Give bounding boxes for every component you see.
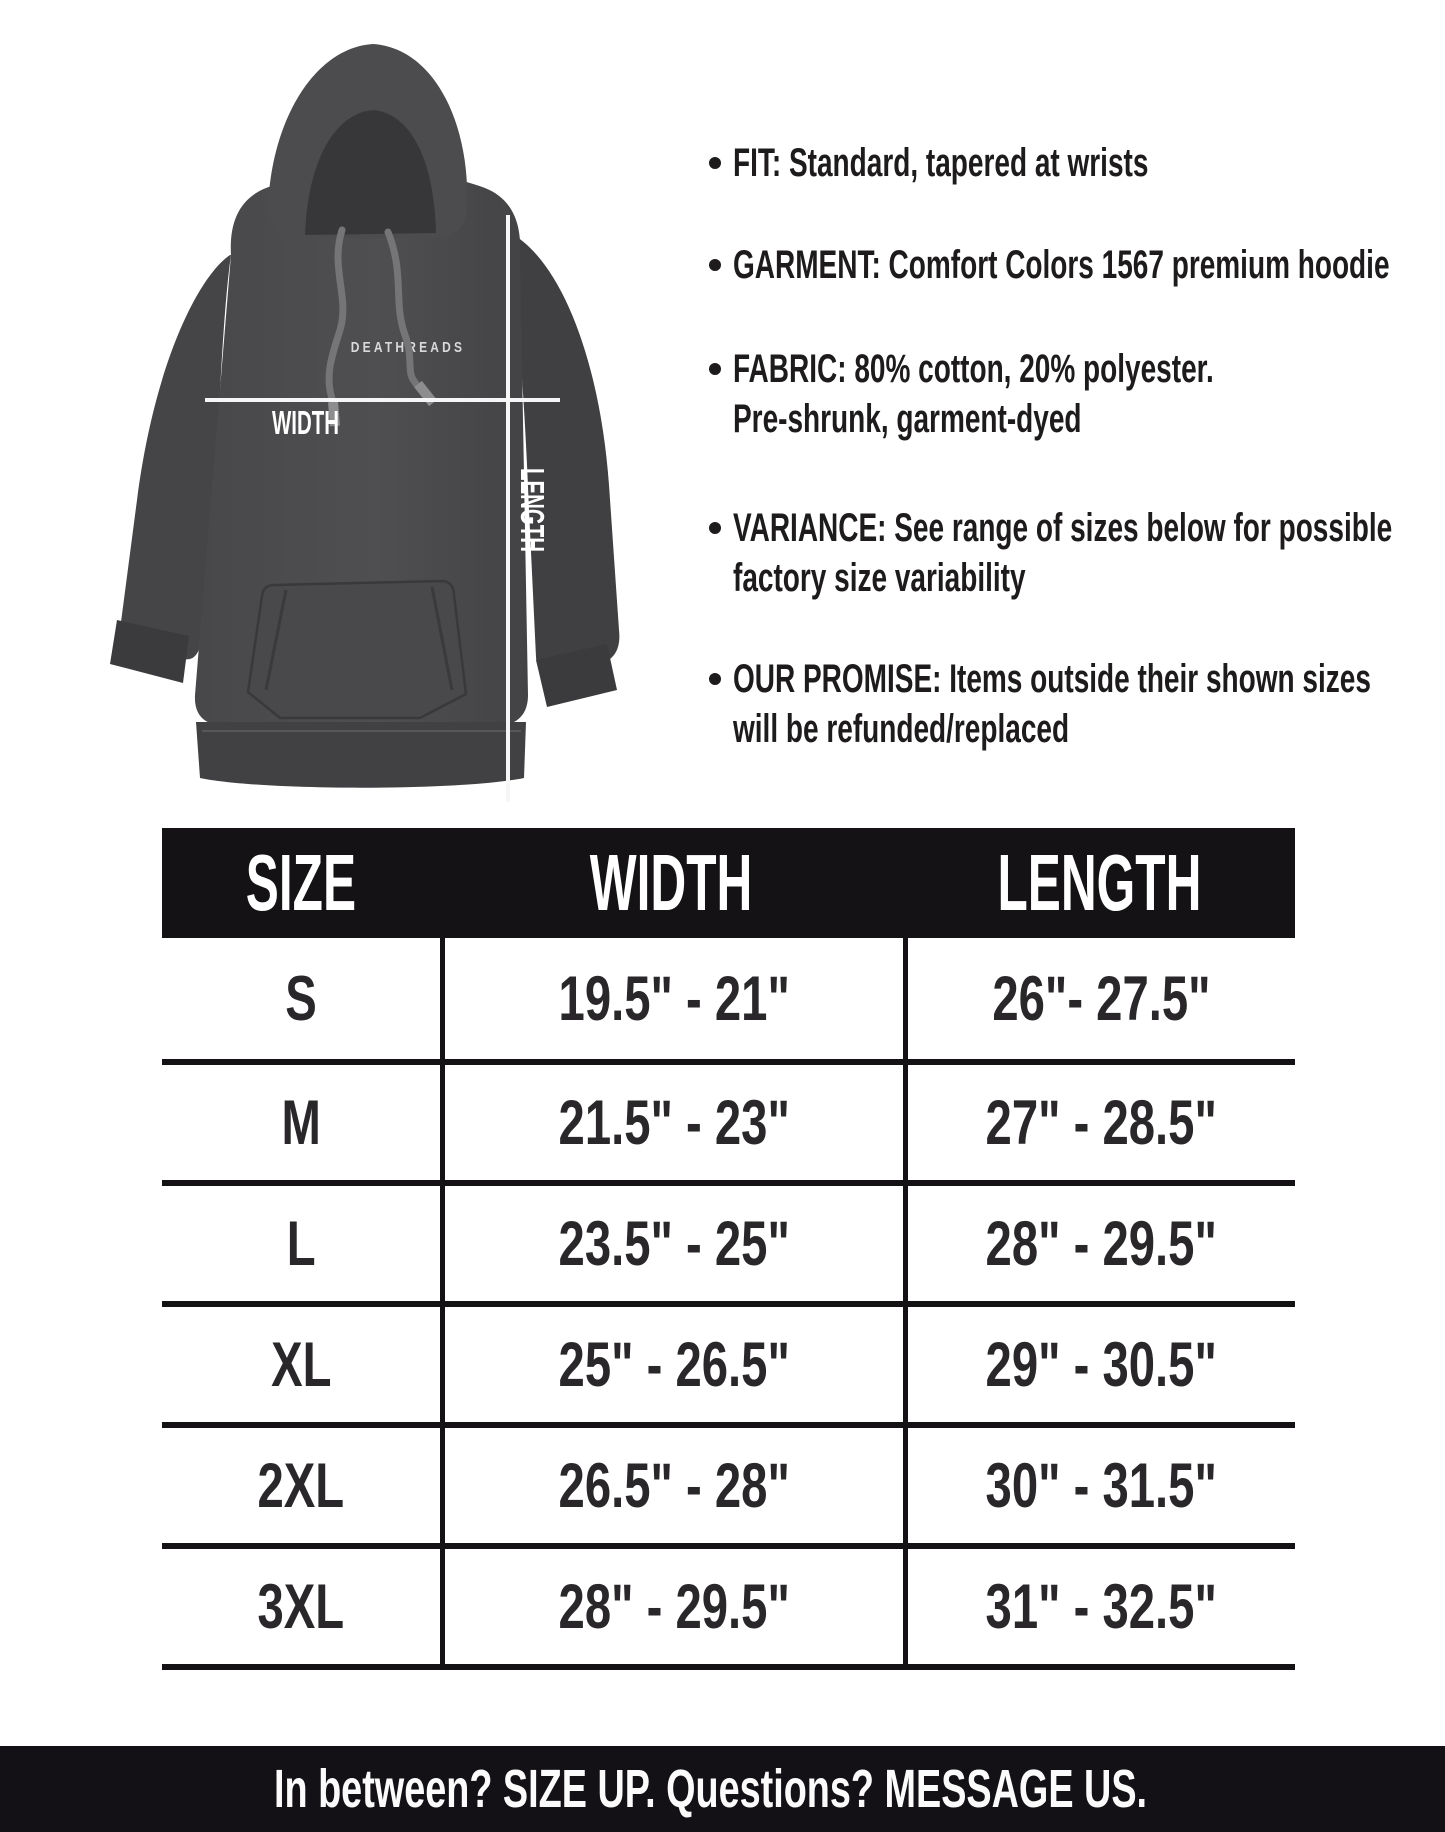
size-table: [162, 828, 1295, 1670]
size-cell: 2XL: [162, 1422, 440, 1543]
size-cell: S: [285, 963, 317, 1034]
width-cell: 23.5" - 25": [440, 1180, 903, 1301]
footer-bar: [0, 1746, 1445, 1832]
length-cell: 27" - 28.5": [903, 1059, 1295, 1180]
chest-print: DEATHREADS: [350, 338, 466, 356]
size-cell: L: [162, 1180, 440, 1301]
bullet-line: factory size variability: [733, 556, 1026, 600]
table-body: [162, 938, 1295, 1670]
bullet-line: FIT: Standard, tapered at wrists: [733, 141, 1149, 185]
header-length: LENGTH: [997, 838, 1201, 927]
table-header-row: [162, 828, 1295, 938]
bullet-line: OUR PROMISE: Items outside their shown sizes: [733, 657, 1371, 701]
bullet-dot: [709, 259, 721, 271]
width-cell: 25" - 26.5": [440, 1301, 903, 1422]
header-width: WIDTH: [590, 838, 753, 927]
length-cell: 28" - 29.5": [903, 1180, 1295, 1301]
length-cell: 29" - 30.5": [903, 1301, 1295, 1422]
bullet-item-fit: [709, 138, 1326, 188]
footer-message: In between? SIZE UP. Questions? MESSAGE US.: [274, 1759, 1148, 1819]
bullet-line: will be refunded/replaced: [733, 707, 1070, 751]
bullet-item-fabric: [709, 344, 1420, 444]
width-cell: 28" - 29.5": [440, 1543, 903, 1664]
bullet-line: Pre-shrunk, garment-dyed: [733, 397, 1082, 441]
bullet-item-promise: [709, 654, 1445, 754]
length-cell: 30" - 31.5": [903, 1422, 1295, 1543]
bullet-item-garment: [709, 240, 1445, 290]
bullet-item-variance: [709, 503, 1445, 603]
bullet-dot: [709, 673, 721, 685]
bullet-line: VARIANCE: See range of sizes below for possible: [733, 506, 1393, 550]
size-cell: XL: [162, 1301, 440, 1422]
length-label: LENGTH: [513, 468, 552, 553]
bullet-line: GARMENT: Comfort Colors 1567 premium hoodie: [733, 243, 1390, 287]
width-cell: 19.5" - 21": [440, 938, 903, 1059]
width-cell: 26.5" - 28": [440, 1422, 903, 1543]
length-cell: 26"- 27.5": [903, 938, 1295, 1059]
width-cell: 21.5" - 23": [440, 1059, 903, 1180]
bullet-dot: [709, 522, 721, 534]
length-cell: 31" - 32.5": [903, 1543, 1295, 1664]
bullet-line: FABRIC: 80% cotton, 20% polyester.: [733, 347, 1214, 391]
width-label: WIDTH: [272, 403, 340, 442]
bullet-dot: [709, 363, 721, 375]
size-cell: 3XL: [162, 1543, 440, 1664]
size-cell: M: [162, 1059, 440, 1180]
hoodie-photo: [90, 30, 660, 820]
bullet-dot: [709, 157, 721, 169]
header-size: SIZE: [245, 838, 357, 927]
